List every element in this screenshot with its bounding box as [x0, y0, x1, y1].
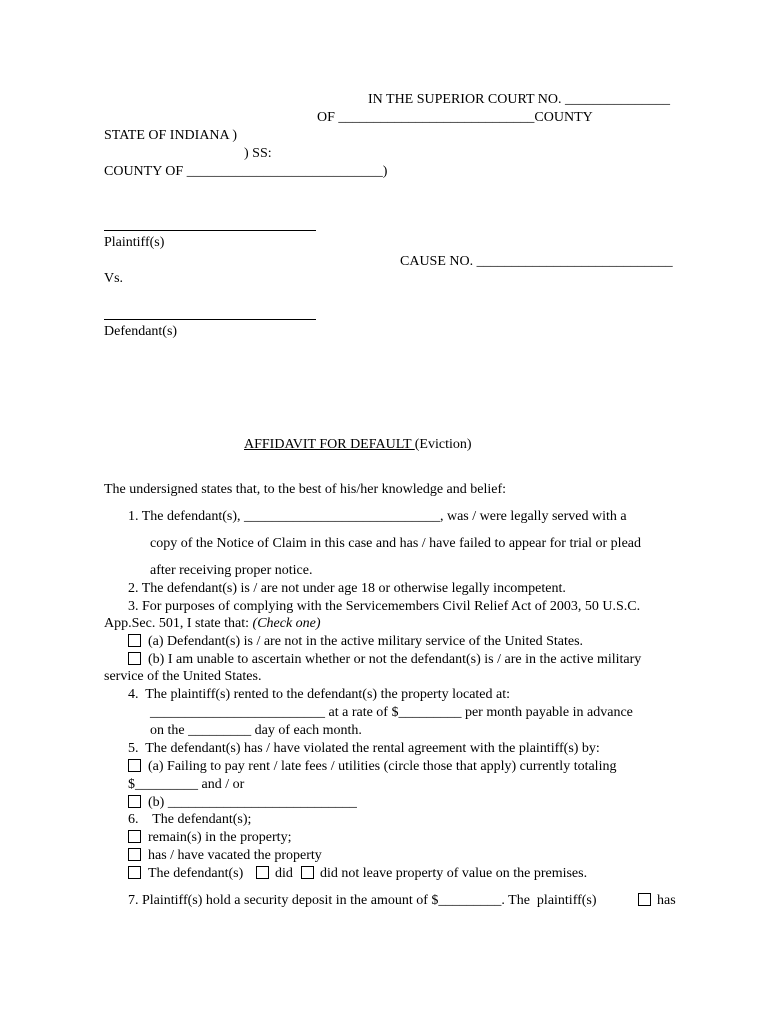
title-main: AFFIDAVIT FOR DEFAULT — [244, 437, 415, 452]
violation-option-a-checkbox[interactable] — [128, 759, 141, 772]
paragraph-3-line-2 — [104, 617, 321, 631]
remains-in-property-checkbox[interactable] — [128, 830, 141, 843]
paragraph-1-line-3: after receiving proper notice. — [150, 563, 313, 578]
property-left-label: The defendant(s) — [148, 866, 244, 881]
paragraph-3-statement: App.Sec. 501, I state that: — [104, 616, 253, 631]
violation-amount-line: $_________ and / or — [128, 777, 245, 792]
did-not-leave-label: did not leave property of value on the premises. — [320, 866, 588, 881]
did-leave-checkbox[interactable] — [256, 866, 269, 879]
paragraph-1-line-1: 1. The defendant(s), ____________________________, was / were legally served with a — [128, 509, 627, 524]
deposit-has-checkbox[interactable] — [638, 893, 651, 906]
paragraph-2: 2. The defendant(s) is / are not under age 18 or otherwise legally incompetent. — [128, 581, 566, 596]
court-number-line: IN THE SUPERIOR COURT NO. _______________ — [368, 92, 670, 107]
paragraph-6: 6. The defendant(s); — [128, 812, 252, 827]
violation-option-b-label: (b) ___________________________ — [148, 795, 357, 810]
military-option-b-continued: service of the United States. — [104, 669, 262, 684]
violation-option-b-checkbox[interactable] — [128, 795, 141, 808]
cause-number-line: CAUSE NO. ____________________________ — [400, 254, 673, 269]
paragraph-5: 5. The defendant(s) has / have violated the rental agreement with the plaintiff(s) by: — [128, 741, 600, 756]
military-option-a-label: (a) Defendant(s) is / are not in the active military service of the United States. — [148, 634, 584, 649]
defendant-label: Defendant(s) — [104, 324, 178, 339]
county-of-line: COUNTY OF ____________________________) — [104, 164, 388, 179]
did-not-leave-checkbox[interactable] — [301, 866, 314, 879]
versus-label: Vs. — [104, 271, 124, 286]
property-left-checkbox[interactable] — [128, 866, 141, 879]
title-sub: (Eviction) — [414, 437, 472, 452]
deposit-has-label: has — [657, 893, 676, 908]
paragraph-1-line-2: copy of the Notice of Claim in this case and has / have failed to appear for trial or plead — [150, 536, 641, 551]
defendant-signature-line[interactable] — [104, 319, 316, 320]
military-option-a-checkbox[interactable] — [128, 634, 141, 647]
violation-option-a-label: (a) Failing to pay rent / late fees / utilities (circle those that apply) currently totaling — [148, 759, 617, 774]
state-of-indiana: STATE OF INDIANA ) — [104, 128, 238, 143]
remains-in-property-label: remain(s) in the property; — [148, 830, 292, 845]
intro-statement: The undersigned states that, to the best of his/her knowledge and belief: — [104, 482, 507, 497]
paragraph-3-line-1: 3. For purposes of complying with the Servicemembers Civil Relief Act of 2003, 50 U.S.C. — [128, 599, 641, 614]
paragraph-4-line-3: on the _________ day of each month. — [150, 723, 362, 738]
paragraph-4-line-2: _________________________ at a rate of $_________ per month payable in advance — [150, 705, 633, 720]
vacated-property-checkbox[interactable] — [128, 848, 141, 861]
plaintiff-signature-line[interactable] — [104, 230, 316, 231]
court-county-line: OF ____________________________COUNTY — [317, 110, 593, 125]
did-label: did — [275, 866, 293, 881]
plaintiff-label: Plaintiff(s) — [104, 235, 165, 250]
military-option-b-label: (b) I am unable to ascertain whether or not the defendant(s) is / are in the active military — [148, 652, 642, 667]
document-title — [244, 438, 472, 452]
vacated-property-label: has / have vacated the property — [148, 848, 322, 863]
ss-label: ) SS: — [244, 146, 272, 161]
check-one-note: (Check one) — [252, 616, 321, 631]
military-option-b-checkbox[interactable] — [128, 652, 141, 665]
paragraph-4-line-1: 4. The plaintiff(s) rented to the defendant(s) the property located at: — [128, 687, 511, 702]
paragraph-7: 7. Plaintiff(s) hold a security deposit in the amount of $_________. The plaintiff(s) — [128, 893, 597, 908]
